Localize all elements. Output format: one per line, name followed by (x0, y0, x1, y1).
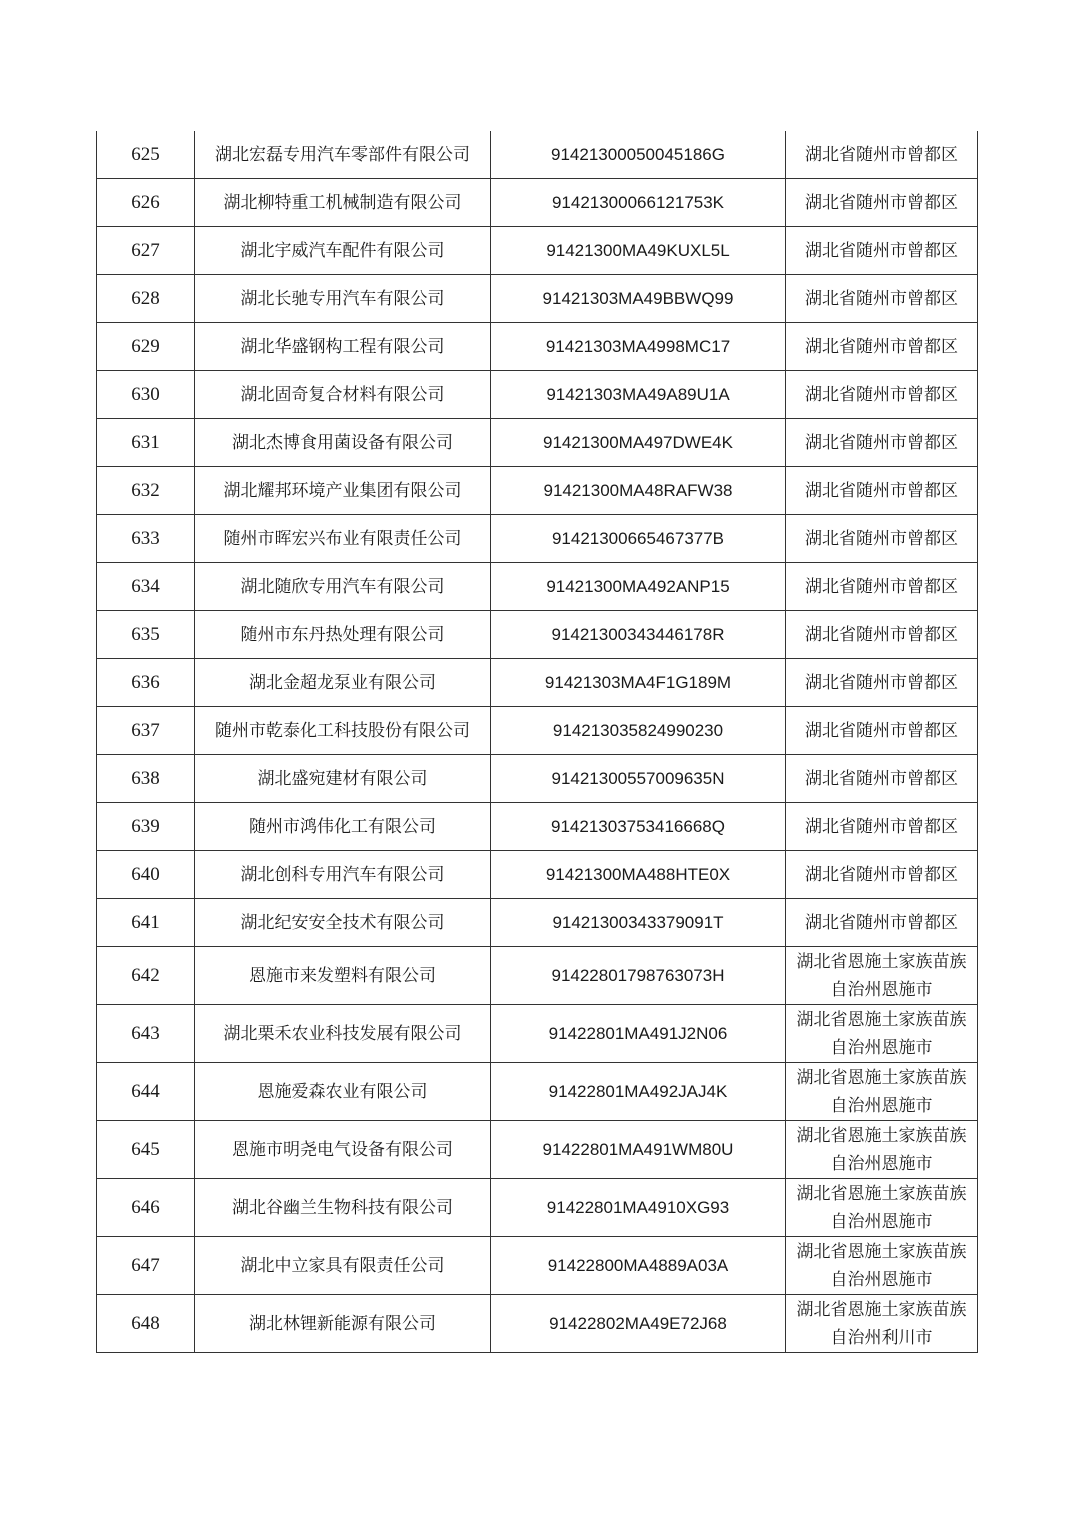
company-name: 湖北栗禾农业科技发展有限公司 (195, 1005, 491, 1063)
region-line: 湖北省随州市曾都区 (805, 768, 958, 789)
region-cell (786, 515, 978, 563)
credit-code: 91422802MA49E72J68 (491, 1295, 786, 1353)
row-number: 639 (97, 803, 195, 851)
company-name: 湖北盛宛建材有限公司 (195, 755, 491, 803)
region-line: 湖北省恩施土家族苗族 (796, 1299, 967, 1320)
row-number: 635 (97, 611, 195, 659)
company-name: 湖北杰博食用菌设备有限公司 (195, 419, 491, 467)
table-row (97, 275, 978, 323)
region-line: 湖北省随州市曾都区 (805, 912, 958, 933)
region-line: 自治州恩施市 (830, 1037, 933, 1058)
region-cell (786, 563, 978, 611)
region-cell (786, 419, 978, 467)
region-line: 湖北省随州市曾都区 (805, 240, 958, 261)
company-name: 湖北华盛钢构工程有限公司 (195, 323, 491, 371)
region-line: 湖北省恩施土家族苗族 (796, 1067, 967, 1088)
credit-code: 91422801MA491J2N06 (491, 1005, 786, 1063)
company-name: 随州市晖宏兴布业有限责任公司 (195, 515, 491, 563)
region-line: 湖北省随州市曾都区 (805, 528, 958, 549)
table-row (97, 563, 978, 611)
table-row (97, 1005, 978, 1063)
credit-code: 91421303MA49BBWQ99 (491, 275, 786, 323)
table-row (97, 659, 978, 707)
row-number: 643 (97, 1005, 195, 1063)
region-line: 湖北省恩施土家族苗族 (796, 1241, 967, 1262)
company-name: 湖北宏磊专用汽车零部件有限公司 (195, 131, 491, 179)
company-name: 随州市东丹热处理有限公司 (195, 611, 491, 659)
row-number: 630 (97, 371, 195, 419)
region-cell (786, 1237, 978, 1295)
row-number: 631 (97, 419, 195, 467)
credit-code: 91421300MA488HTE0X (491, 851, 786, 899)
region-cell (786, 707, 978, 755)
row-number: 648 (97, 1295, 195, 1353)
table-row (97, 131, 978, 179)
credit-code: 91421300MA49KUXL5L (491, 227, 786, 275)
region-cell (786, 1295, 978, 1353)
credit-code: 91421300MA492ANP15 (491, 563, 786, 611)
region-cell (786, 131, 978, 179)
company-list-table (96, 131, 978, 1353)
credit-code: 91421300050045186G (491, 131, 786, 179)
region-cell (786, 467, 978, 515)
company-name: 湖北林锂新能源有限公司 (195, 1295, 491, 1353)
credit-code: 91421300665467377B (491, 515, 786, 563)
region-line: 湖北省随州市曾都区 (805, 432, 958, 453)
company-name: 湖北随欣专用汽车有限公司 (195, 563, 491, 611)
row-number: 644 (97, 1063, 195, 1121)
company-name: 湖北耀邦环境产业集团有限公司 (195, 467, 491, 515)
credit-code: 91422801MA4910XG93 (491, 1179, 786, 1237)
table-row (97, 227, 978, 275)
region-line: 湖北省随州市曾都区 (805, 576, 958, 597)
table-row (97, 371, 978, 419)
row-number: 634 (97, 563, 195, 611)
row-number: 638 (97, 755, 195, 803)
region-cell (786, 1179, 978, 1237)
credit-code: 91421300MA497DWE4K (491, 419, 786, 467)
table-row (97, 1295, 978, 1353)
credit-code: 91421300343379091T (491, 899, 786, 947)
region-cell (786, 851, 978, 899)
region-cell (786, 899, 978, 947)
credit-code: 91421300MA48RAFW38 (491, 467, 786, 515)
region-line: 湖北省随州市曾都区 (805, 192, 958, 213)
table-body (97, 131, 978, 1353)
company-name: 随州市乾泰化工科技股份有限公司 (195, 707, 491, 755)
company-name: 恩施市来发塑料有限公司 (195, 947, 491, 1005)
region-line: 自治州恩施市 (830, 1153, 933, 1174)
credit-code: 91421303753416668Q (491, 803, 786, 851)
company-name: 湖北创科专用汽车有限公司 (195, 851, 491, 899)
region-cell (786, 611, 978, 659)
company-name: 湖北纪安安全技术有限公司 (195, 899, 491, 947)
table-row (97, 803, 978, 851)
region-line: 自治州恩施市 (830, 979, 933, 1000)
table-row (97, 1237, 978, 1295)
table-row (97, 1063, 978, 1121)
region-line: 湖北省随州市曾都区 (805, 720, 958, 741)
row-number: 627 (97, 227, 195, 275)
table-row (97, 611, 978, 659)
table-row (97, 1121, 978, 1179)
table-row (97, 419, 978, 467)
region-cell (786, 323, 978, 371)
table-row (97, 515, 978, 563)
credit-code: 91422801798763073H (491, 947, 786, 1005)
credit-code: 91422800MA4889A03A (491, 1237, 786, 1295)
company-name: 湖北长驰专用汽车有限公司 (195, 275, 491, 323)
row-number: 636 (97, 659, 195, 707)
region-line: 湖北省恩施土家族苗族 (796, 1009, 967, 1030)
credit-code: 91421303MA4998MC17 (491, 323, 786, 371)
region-line: 湖北省随州市曾都区 (805, 624, 958, 645)
company-name: 随州市鸿伟化工有限公司 (195, 803, 491, 851)
company-name: 湖北宇威汽车配件有限公司 (195, 227, 491, 275)
region-line: 湖北省随州市曾都区 (805, 336, 958, 357)
region-cell (786, 1121, 978, 1179)
credit-code: 91421303MA49A89U1A (491, 371, 786, 419)
region-cell (786, 227, 978, 275)
region-cell (786, 371, 978, 419)
region-line: 湖北省随州市曾都区 (805, 288, 958, 309)
credit-code: 91422801MA491WM80U (491, 1121, 786, 1179)
credit-code: 91421300557009635N (491, 755, 786, 803)
company-name: 恩施市明尧电气设备有限公司 (195, 1121, 491, 1179)
row-number: 628 (97, 275, 195, 323)
row-number: 632 (97, 467, 195, 515)
table-row (97, 707, 978, 755)
region-line: 湖北省随州市曾都区 (805, 864, 958, 885)
table-row (97, 323, 978, 371)
credit-code: 91421303MA4F1G189M (491, 659, 786, 707)
credit-code: 91421300066121753K (491, 179, 786, 227)
table-row (97, 899, 978, 947)
row-number: 625 (97, 131, 195, 179)
region-cell (786, 179, 978, 227)
table-row (97, 947, 978, 1005)
region-cell (786, 1063, 978, 1121)
region-line: 湖北省随州市曾都区 (805, 672, 958, 693)
region-line: 湖北省随州市曾都区 (805, 480, 958, 501)
region-cell (786, 803, 978, 851)
credit-code: 914213035824990230 (491, 707, 786, 755)
row-number: 642 (97, 947, 195, 1005)
region-line: 湖北省随州市曾都区 (805, 816, 958, 837)
region-line: 湖北省恩施土家族苗族 (796, 1125, 967, 1146)
row-number: 640 (97, 851, 195, 899)
row-number: 645 (97, 1121, 195, 1179)
table-row (97, 755, 978, 803)
company-name: 湖北谷幽兰生物科技有限公司 (195, 1179, 491, 1237)
region-line: 湖北省随州市曾都区 (805, 144, 958, 165)
row-number: 641 (97, 899, 195, 947)
region-line: 自治州恩施市 (830, 1095, 933, 1116)
region-cell (786, 275, 978, 323)
region-line: 湖北省恩施土家族苗族 (796, 1183, 967, 1204)
company-name: 湖北金超龙泵业有限公司 (195, 659, 491, 707)
region-line: 自治州恩施市 (830, 1269, 933, 1290)
region-cell (786, 947, 978, 1005)
region-line: 湖北省随州市曾都区 (805, 384, 958, 405)
row-number: 647 (97, 1237, 195, 1295)
region-cell (786, 755, 978, 803)
row-number: 626 (97, 179, 195, 227)
row-number: 633 (97, 515, 195, 563)
table-row (97, 467, 978, 515)
company-name: 湖北中立家具有限责任公司 (195, 1237, 491, 1295)
region-line: 自治州恩施市 (830, 1211, 933, 1232)
credit-code: 91421300343446178R (491, 611, 786, 659)
table-row (97, 851, 978, 899)
company-name: 恩施爱森农业有限公司 (195, 1063, 491, 1121)
row-number: 646 (97, 1179, 195, 1237)
credit-code: 91422801MA492JAJ4K (491, 1063, 786, 1121)
table-row (97, 1179, 978, 1237)
table-row (97, 179, 978, 227)
region-line: 自治州利川市 (830, 1327, 933, 1348)
region-line: 湖北省恩施土家族苗族 (796, 951, 967, 972)
region-cell (786, 659, 978, 707)
company-name: 湖北固奇复合材料有限公司 (195, 371, 491, 419)
region-cell (786, 1005, 978, 1063)
company-name: 湖北柳特重工机械制造有限公司 (195, 179, 491, 227)
row-number: 637 (97, 707, 195, 755)
row-number: 629 (97, 323, 195, 371)
